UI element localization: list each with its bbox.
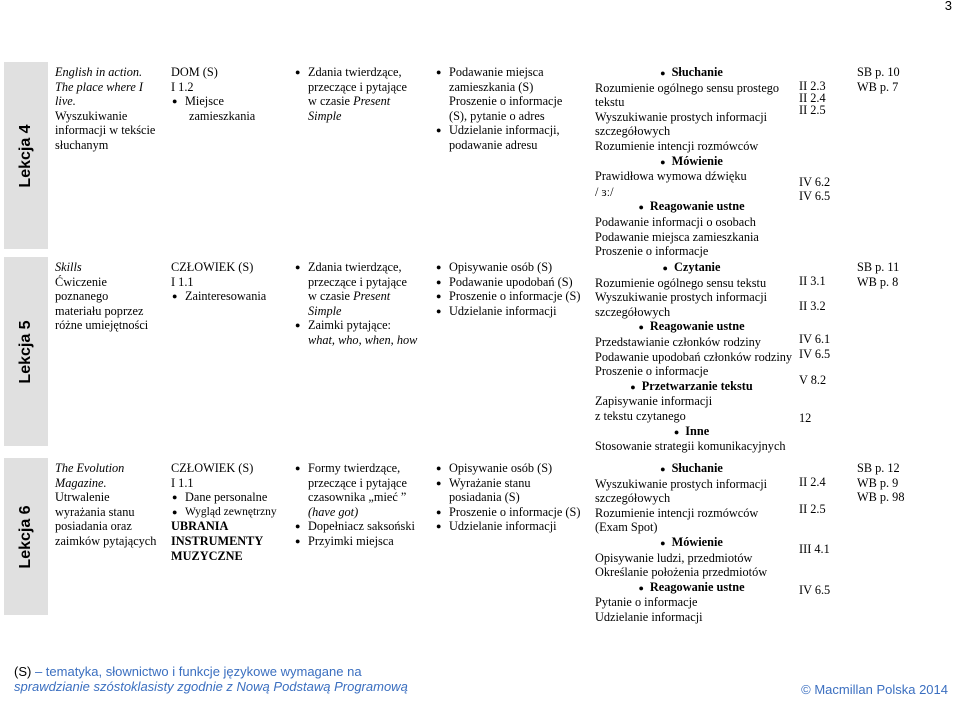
- function-bullet: ● Proszenie o informacje (S): [435, 289, 584, 304]
- lesson-label: Lekcja 4: [17, 123, 34, 188]
- function-bullet: ● Podawanie upodobań (S): [435, 275, 584, 290]
- vocab-code: I 1.2: [171, 79, 194, 94]
- curriculum-cell: [795, 458, 850, 615]
- topic-line: zaimków pytających: [55, 533, 157, 548]
- footer-note-line1: [14, 664, 948, 679]
- vocab-extra: UBRANIA: [171, 519, 229, 534]
- skill-line: Określanie położenia przedmiotów: [595, 565, 768, 580]
- skill-line: Podawanie miejsca zamieszkania: [595, 229, 759, 244]
- lesson-row-4: [4, 62, 956, 259]
- topic-line: Magazine.: [55, 475, 107, 490]
- spacer: [799, 516, 846, 542]
- curriculum-code: II 3.2: [799, 298, 826, 313]
- grammar-line: Simple: [308, 108, 342, 123]
- vocab-extra: MUZYCZNE: [171, 548, 243, 563]
- topic-line: posiadania oraz: [55, 519, 132, 534]
- lesson-label: Lekcja 5: [17, 319, 34, 384]
- curriculum-code: IV 6.5: [799, 346, 831, 361]
- skill-line: Rozumienie intencji rozmówców: [595, 138, 759, 153]
- materials-cell: [853, 458, 956, 615]
- skill-heading: ● Mówienie: [660, 534, 723, 549]
- curriculum-code: II 2.5: [799, 501, 826, 516]
- topic-line: Skills: [55, 260, 82, 274]
- function-line: Proszenie o informacje: [449, 94, 563, 109]
- skill-line: / ɜː/: [595, 184, 614, 199]
- topic-line: Utrwalenie: [55, 490, 110, 505]
- grammar-cell: [290, 458, 428, 615]
- vocab-bullet: ● Dane personalne: [171, 490, 283, 505]
- grammar-line: czasownika „mieć ”: [308, 490, 407, 505]
- curriculum-cell: [795, 62, 850, 249]
- grammar-bullet: ● Formy twierdzące,: [294, 461, 424, 476]
- spacer: [799, 361, 846, 373]
- grammar-cell: [290, 62, 428, 249]
- spacer: [799, 313, 846, 332]
- curriculum-code: 12: [799, 410, 812, 425]
- lesson-row-6: [4, 458, 956, 624]
- curriculum-code: V 8.2: [799, 373, 827, 388]
- vocab-bullet: ● Miejsce: [171, 94, 283, 109]
- skill-heading: ● Słuchanie: [660, 65, 723, 79]
- skill-line: Podawanie informacji o osobach: [595, 214, 756, 229]
- skill-line: Prawidłowa wymowa dźwięku: [595, 169, 747, 184]
- function-bullet: ● Opisywanie osób (S): [435, 461, 584, 476]
- topic-line: The place where I: [55, 79, 143, 94]
- vocabulary-cell: [167, 257, 287, 446]
- function-bullet: ● Udzielanie informacji: [435, 304, 584, 319]
- skill-line: Proszenie o informacje: [595, 244, 709, 259]
- vocab-title: DOM (S): [171, 65, 218, 79]
- skill-line: szczegółowych: [595, 491, 671, 506]
- curriculum-code: II 2.5: [799, 103, 826, 118]
- skill-heading: ● Reagowanie ustne: [638, 199, 745, 214]
- function-bullet: ● Opisywanie osób (S): [435, 260, 584, 275]
- skill-line: tekstu: [595, 95, 625, 110]
- grammar-tense: Present: [353, 94, 391, 109]
- vocab-extra: INSTRUMENTY: [171, 533, 264, 548]
- skill-line: Opisywanie ludzi, przedmiotów: [595, 550, 753, 565]
- curriculum-code: III 4.1: [799, 542, 830, 557]
- skill-line: Rozumienie intencji rozmówców: [595, 505, 759, 520]
- grammar-line: Simple: [308, 303, 342, 318]
- grammar-bullet: ● Zdania twierdzące,: [294, 65, 424, 80]
- function-bullet: ● Udzielanie informacji,: [435, 123, 584, 138]
- skill-line: Zapisywanie informacji: [595, 394, 713, 409]
- grammar-line: what, who, when, how: [308, 332, 418, 347]
- skill-line: Przedstawianie członków rodziny: [595, 334, 761, 349]
- curriculum-code: II 2.4: [799, 90, 826, 105]
- curriculum-code: IV 6.5: [799, 189, 831, 204]
- topic-line: Wyszukiwanie: [55, 108, 128, 123]
- skills-cell: [591, 257, 793, 454]
- material-ref: WB p. 7: [857, 79, 899, 94]
- vocab-code: I 1.1: [171, 274, 194, 289]
- vocab-bullet: ● Zainteresowania: [171, 289, 283, 304]
- skill-line: Pytanie o informacje: [595, 595, 698, 610]
- topic-cell: [51, 257, 164, 446]
- function-bullet: ● Wyrażanie stanu posiadania (S): [435, 476, 559, 505]
- lesson-label-cell: [4, 458, 48, 615]
- function-line: (S), pytanie o adres: [449, 108, 545, 123]
- footer: [14, 664, 948, 700]
- page-number: 3: [944, 0, 952, 13]
- material-ref: WB p. 8: [857, 274, 899, 289]
- topic-line: słuchanym: [55, 137, 109, 152]
- skill-heading: ● Czytanie: [662, 260, 721, 274]
- lesson-label-cell: [4, 62, 48, 249]
- functions-cell: [431, 458, 588, 615]
- skill-line: Wyszukiwanie prostych informacji: [595, 476, 768, 491]
- skill-line: Rozumienie ogólnego sensu tekstu: [595, 275, 767, 290]
- curriculum-code: IV 6.5: [799, 582, 831, 597]
- lesson-label-cell: [4, 257, 48, 446]
- curriculum-code: IV 6.1: [799, 332, 831, 347]
- topic-line: poznanego: [55, 289, 109, 304]
- grammar-bullet: ● Zdania twierdzące,: [294, 260, 424, 275]
- curriculum-cell: [795, 257, 850, 446]
- skill-heading: ● Mówienie: [660, 153, 723, 168]
- skills-cell: [591, 62, 792, 259]
- spacer: [799, 388, 846, 411]
- function-line: zamieszkania (S): [449, 79, 534, 94]
- lesson-label: Lekcja 6: [17, 504, 34, 569]
- materials-cell: [853, 257, 956, 446]
- skill-heading: ● Inne: [673, 423, 710, 438]
- topic-line: różne umiejętności: [55, 318, 149, 333]
- function-line: podawanie adresu: [449, 137, 538, 152]
- spacer: [799, 289, 846, 299]
- topic-line: English in action.: [55, 65, 143, 79]
- skill-line: Rozumienie ogólnego sensu prostego: [595, 80, 780, 95]
- vocab-bullet: ● Wygląd zewnętrzny: [171, 505, 283, 520]
- footer-s-marker: (S): [14, 664, 32, 679]
- skill-line: Wyszukiwanie prostych informacji: [595, 290, 768, 305]
- grammar-line: w czasie Present: [308, 289, 391, 304]
- skill-heading: ● Reagowanie ustne: [638, 319, 745, 334]
- footer-note-line2: sprawdzianie szóstoklasisty zgodnie z Nową Podstawą Programową: [14, 679, 408, 694]
- topic-line: informacji w tekście: [55, 123, 156, 138]
- material-ref: SB p. 10: [857, 65, 900, 79]
- curriculum-code: II 3.1: [799, 274, 826, 288]
- material-ref: WB p. 9: [857, 475, 899, 490]
- skill-line: szczegółowych: [595, 124, 671, 139]
- lesson-row-5: [4, 257, 956, 454]
- skill-line: (Exam Spot): [595, 520, 658, 535]
- grammar-line: przeczące i pytające: [308, 274, 407, 289]
- grammar-line: (have got): [308, 504, 359, 519]
- skills-cell: [591, 458, 792, 624]
- skill-line: Podawanie upodobań członków rodziny: [595, 349, 793, 364]
- footer-note-text: – tematyka, słownictwo i funkcje językowe wymagane na: [31, 664, 362, 679]
- vocab-title: CZŁOWIEK (S): [171, 260, 254, 274]
- skill-line: szczegółowych: [595, 304, 671, 319]
- materials-cell: [853, 62, 956, 249]
- grammar-line: w czasie Present: [308, 94, 391, 109]
- topic-cell: [51, 458, 164, 615]
- topic-line: Ćwiczenie: [55, 274, 107, 289]
- function-bullet: ● Podawanie miejsca: [435, 65, 584, 80]
- topic-line: live.: [55, 94, 76, 109]
- vocab-bullet-cont: zamieszkania: [189, 108, 256, 123]
- function-bullet: ● Proszenie o informacje (S): [435, 505, 584, 520]
- material-ref: WB p. 98: [857, 490, 905, 505]
- grammar-bullet: ● Zaimki pytające:: [294, 318, 424, 333]
- material-ref: SB p. 12: [857, 461, 900, 475]
- topic-line: The Evolution: [55, 461, 125, 475]
- skill-heading: ● Słuchanie: [660, 461, 723, 475]
- grammar-tense: Present: [353, 289, 391, 304]
- skill-line: Stosowanie strategii komunikacyjnych: [595, 439, 786, 454]
- skill-line: z tekstu czytanego: [595, 408, 686, 423]
- spacer: [799, 490, 846, 502]
- functions-cell: [431, 257, 588, 446]
- copyright: © Macmillan Polska 2014: [801, 682, 948, 697]
- spacer: [799, 118, 846, 175]
- material-ref: SB p. 11: [857, 260, 900, 274]
- curriculum-code: II 2.3: [799, 79, 826, 93]
- grammar-line: przeczące i pytające: [308, 79, 407, 94]
- function-bullet: ● Udzielanie informacji: [435, 519, 584, 534]
- curriculum-code: IV 6.2: [799, 174, 831, 189]
- vocab-code: I 1.1: [171, 475, 194, 490]
- skill-line: Udzielanie informacji: [595, 609, 703, 624]
- topic-cell: [51, 62, 164, 249]
- grammar-cell: [290, 257, 428, 446]
- functions-cell: [431, 62, 588, 249]
- skill-heading: ● Przetwarzanie tekstu: [630, 378, 753, 393]
- vocabulary-cell: [167, 458, 287, 615]
- vocab-title: CZŁOWIEK (S): [171, 461, 254, 475]
- curriculum-code: II 2.4: [799, 475, 826, 489]
- grammar-bullet: ● Dopełniacz saksoński: [294, 519, 424, 534]
- topic-line: materiału poprzez: [55, 303, 144, 318]
- spacer: [799, 557, 846, 583]
- vocabulary-cell: [167, 62, 287, 249]
- grammar-bullet: ● Przyimki miejsca: [294, 534, 424, 549]
- grammar-line: przeczące i pytające: [308, 475, 407, 490]
- topic-line: wyrażania stanu: [55, 504, 135, 519]
- skill-line: Proszenie o informacje: [595, 364, 709, 379]
- skill-heading: ● Reagowanie ustne: [638, 579, 745, 594]
- skill-line: Wyszukiwanie prostych informacji: [595, 109, 768, 124]
